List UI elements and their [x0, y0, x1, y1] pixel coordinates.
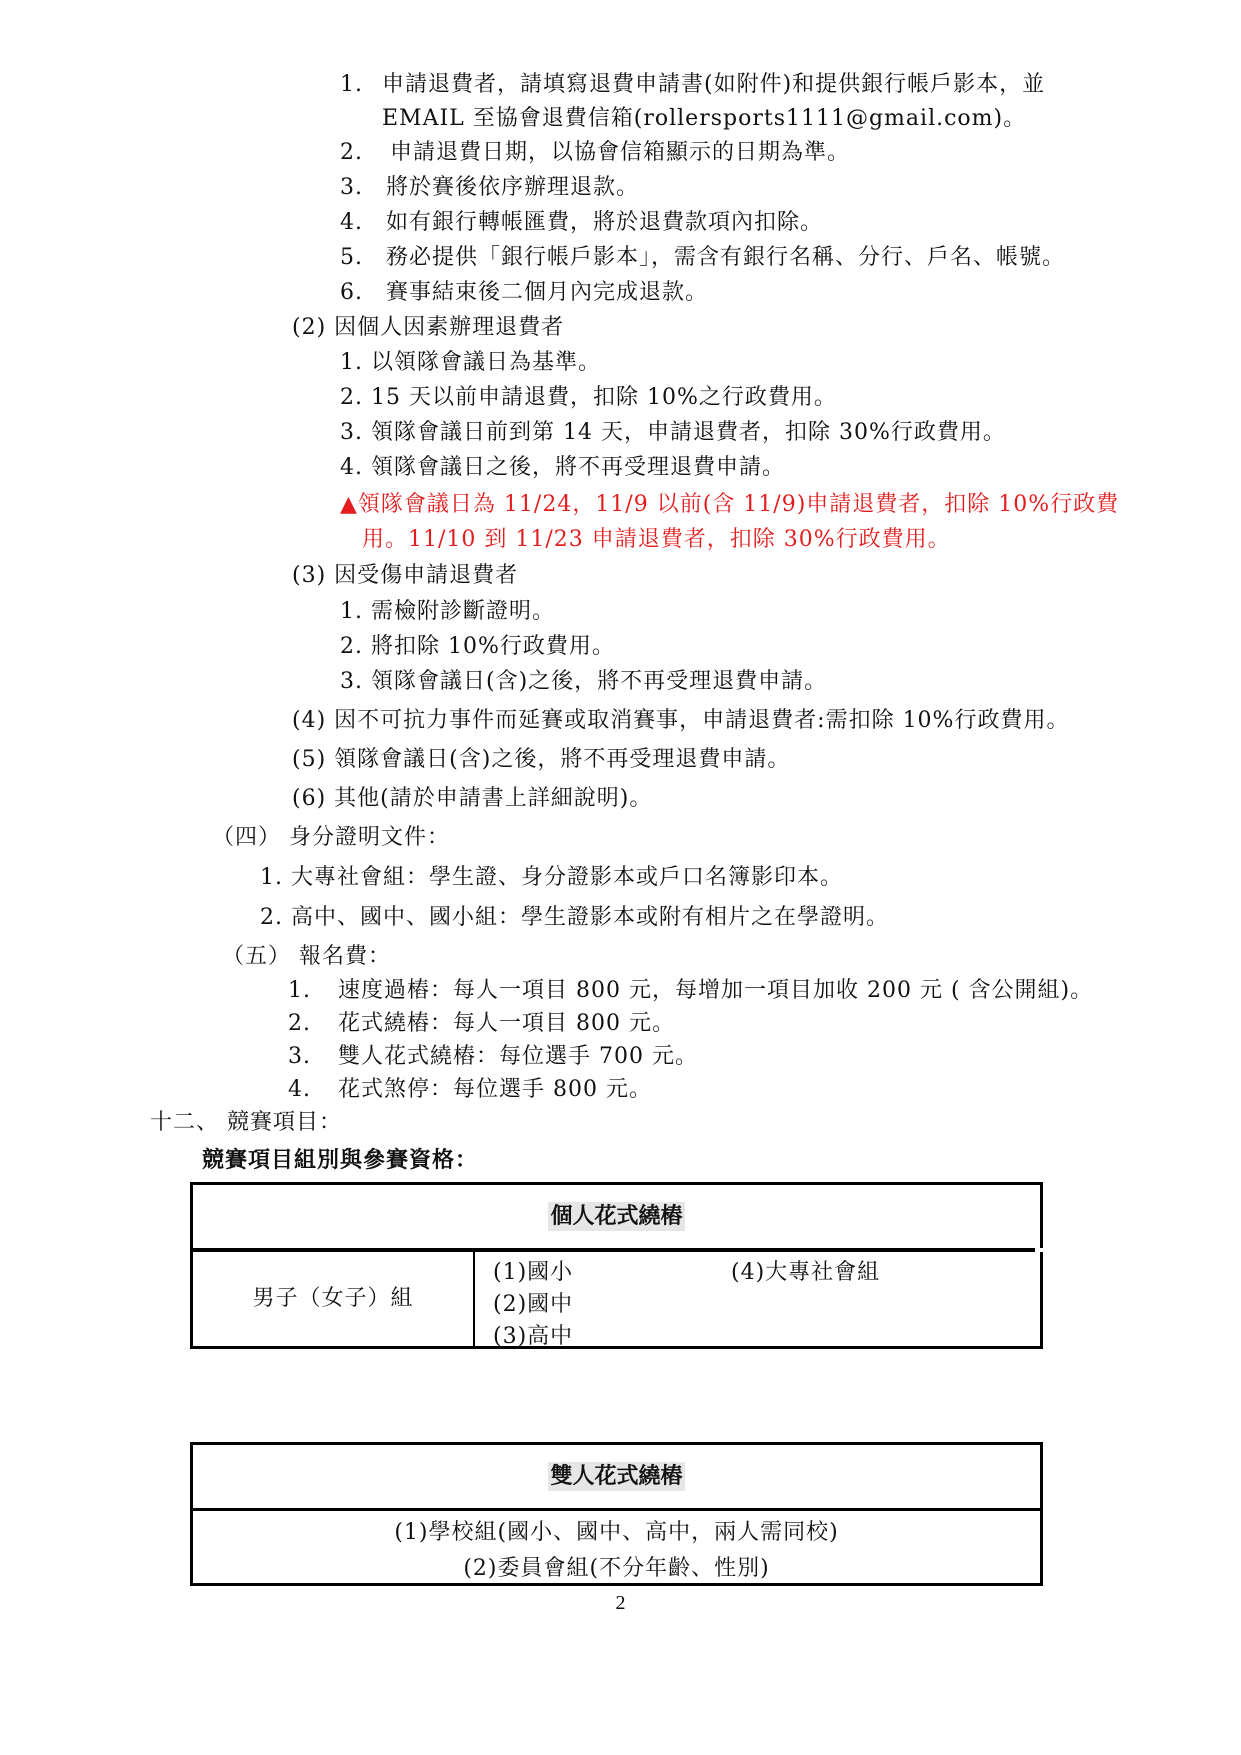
pair-group-list — [193, 1515, 1040, 1587]
group-item: (2)委員會組(不分年齡、性別) — [463, 1556, 770, 1581]
refund-item: 6. 賽事結束後二個月內完成退款。 — [340, 280, 709, 305]
identity-docs-heading: （四） 身分證明文件： — [212, 825, 450, 850]
fee-item: 3. 雙人花式繞樁：每位選手 700 元。 — [288, 1044, 698, 1069]
refund-item: EMAIL 至協會退費信箱(rollersports1111@gmail.com)。 — [382, 106, 1027, 131]
personal-refund-item: 1. 以領隊會議日為基準。 — [340, 350, 601, 375]
section-12-heading: 十二、 競賽項目： — [150, 1110, 342, 1135]
group-column-1 — [493, 1257, 573, 1353]
refund-item: 4. 如有銀行轉帳匯費，將於退費款項內扣除。 — [340, 210, 824, 235]
competition-groups-subheading: 競賽項目組別與參賽資格： — [202, 1148, 479, 1173]
fee-item: 1. 速度過樁：每人一項目 800 元，每增加一項目加收 200 元 ( 含公開組)。 — [288, 978, 1094, 1003]
personal-refund-item: 2. 15 天以前申請退費，扣除 10%之行政費用。 — [340, 385, 837, 410]
refund-item: 1. 申請退費者，請填寫退費申請書(如附件)和提供銀行帳戶影本，並 — [340, 72, 1046, 97]
table-column-divider — [473, 1251, 475, 1346]
identity-doc-item: 2. 高中、國中、國小組：學生證影本或附有相片之在學證明。 — [260, 905, 889, 930]
gender-group-label: 男子（女子）組 — [252, 1286, 414, 1311]
personal-refund-item: 3. 領隊會議日前到第 14 天，申請退費者，扣除 30%行政費用。 — [340, 420, 1006, 445]
group-item: (3)高中 — [493, 1324, 574, 1349]
refund-item: 3. 將於賽後依序辦理退款。 — [340, 175, 640, 200]
group-item: (1)學校組(國小、國中、高中，兩人需同校) — [394, 1520, 839, 1545]
group-item: (2)國中 — [493, 1292, 574, 1317]
group-column-2 — [731, 1257, 880, 1289]
refund-rule-after-meeting: (5) 領隊會議日(含)之後，將不再受理退費申請。 — [292, 747, 791, 772]
group-item: (1)國小 — [493, 1260, 574, 1285]
injury-refund-item: 3. 領隊會議日(含)之後，將不再受理退費申請。 — [340, 669, 828, 694]
pair-slalom-table — [190, 1442, 1043, 1586]
refund-item: 2. 申請退費日期，以協會信箱顯示的日期為準。 — [340, 140, 851, 165]
injury-refund-item: 2. 將扣除 10%行政費用。 — [340, 634, 615, 659]
fee-item: 2. 花式繞樁：每人一項目 800 元。 — [288, 1011, 675, 1036]
page-number: 2 — [615, 1592, 626, 1614]
registration-fee-heading: （五） 報名費： — [222, 944, 391, 969]
deadline-notice-line2: 用。11/10 到 11/23 申請退費者，扣除 30%行政費用。 — [362, 527, 951, 552]
table-title: 雙人花式繞樁 — [193, 1445, 1040, 1511]
injury-refund-heading: (3) 因受傷申請退費者 — [292, 563, 519, 588]
identity-doc-item: 1. 大專社會組：學生證、身分證影本或戶口名簿影印本。 — [260, 865, 843, 890]
fee-item: 4. 花式煞停：每位選手 800 元。 — [288, 1077, 652, 1102]
injury-refund-item: 1. 需檢附診斷證明。 — [340, 599, 555, 624]
deadline-notice-line1: ▲領隊會議日為 11/24，11/9 以前(含 11/9)申請退費者，扣除 10%行政費 — [340, 492, 1120, 517]
personal-refund-item: 4. 領隊會議日之後，將不再受理退費申請。 — [340, 455, 785, 480]
refund-rule-other: (6) 其他(請於申請書上詳細說明)。 — [292, 786, 653, 811]
personal-refund-heading: (2) 因個人因素辦理退費者 — [292, 315, 565, 340]
refund-item: 5. 務必提供「銀行帳戶影本」，需含有銀行名稱、分行、戶名、帳號。 — [340, 245, 1066, 270]
table-title: 個人花式繞樁 — [193, 1185, 1040, 1251]
group-item: (4)大專社會組 — [731, 1260, 881, 1285]
individual-slalom-table — [190, 1182, 1043, 1349]
refund-rule-force-majeure: (4) 因不可抗力事件而延賽或取消賽事，申請退費者:需扣除 10%行政費用。 — [292, 708, 1070, 733]
